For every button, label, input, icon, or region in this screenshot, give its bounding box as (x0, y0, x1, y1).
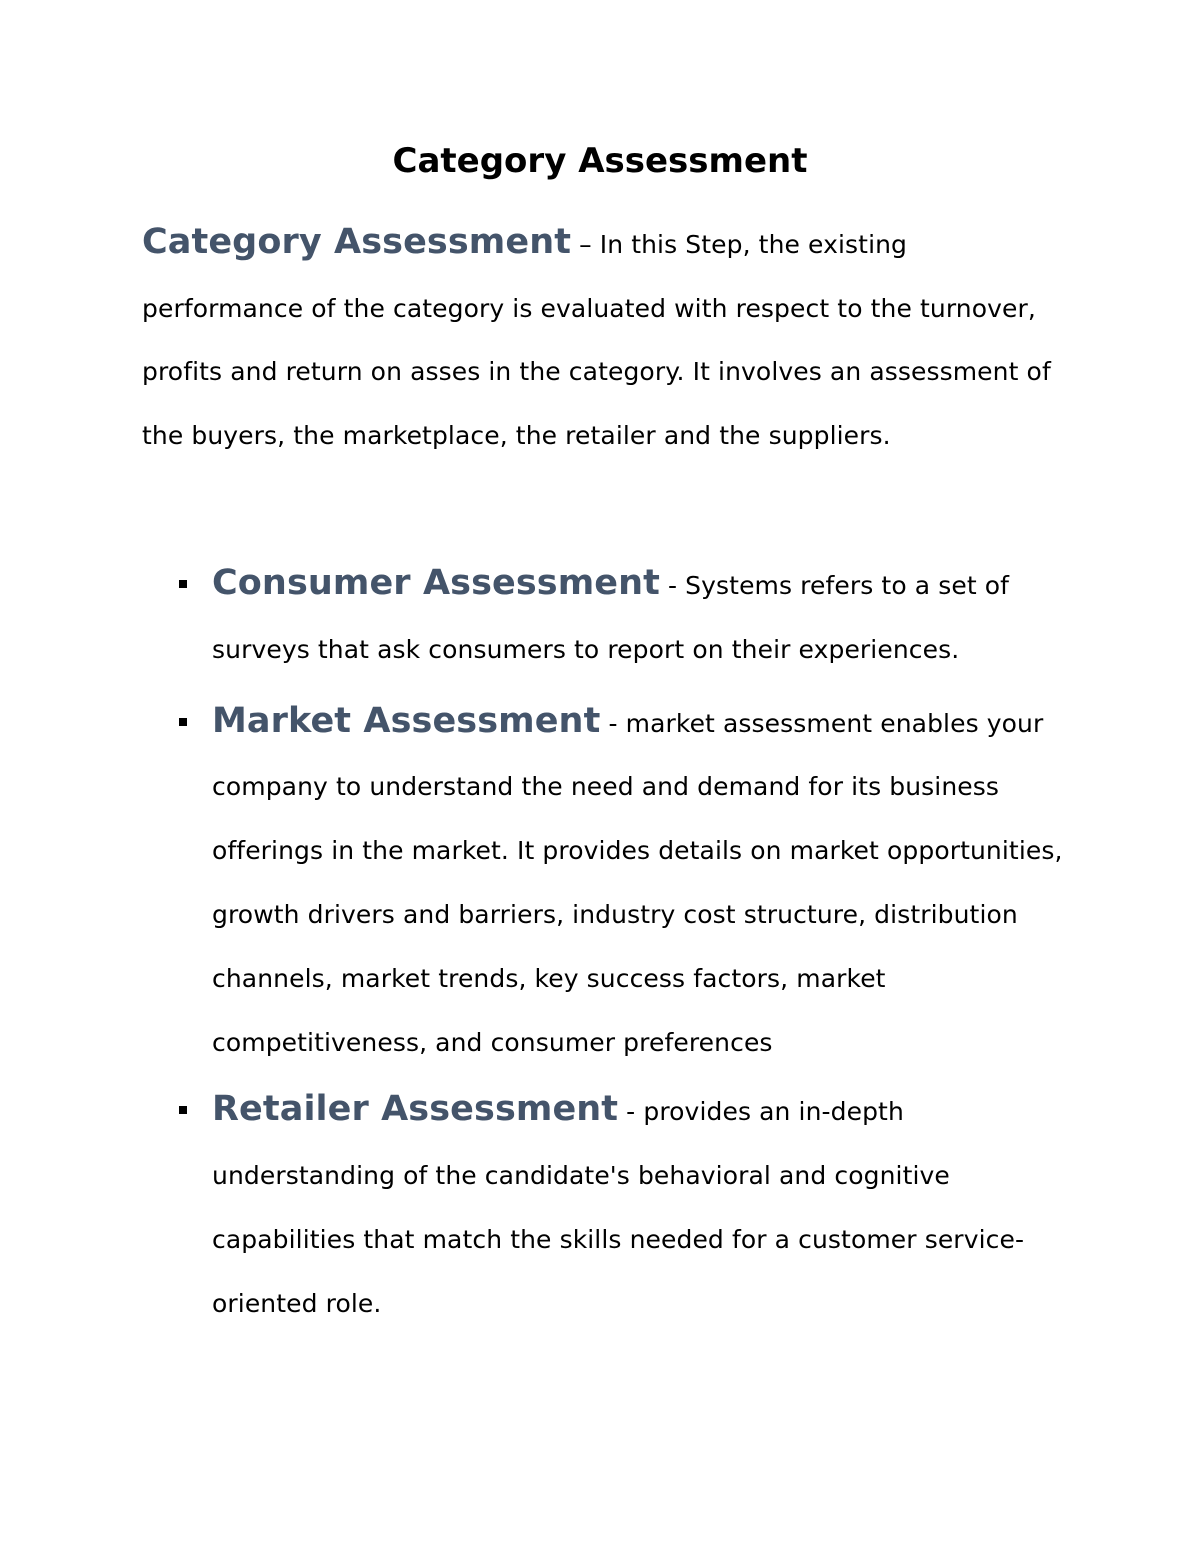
retailer-assessment-text: - provides an in-depth understanding of the candidate's behavioral and cognitive capabilities that match the skills needed for a customer service-oriented role. (212, 1097, 1025, 1318)
document-title: Category Assessment (392, 141, 808, 181)
list-item-market-assessment (142, 690, 1082, 1075)
intro-paragraph (142, 211, 1062, 467)
square-bullet-icon (179, 580, 187, 588)
assessment-list (142, 552, 1082, 1344)
market-assessment-heading: Market Assessment (212, 700, 601, 741)
list-item-retailer-assessment (142, 1078, 1082, 1335)
consumer-assessment-text: - Systems refers to a set of surveys that ask consumers to report on their experiences. (212, 571, 1010, 664)
list-item-consumer-assessment (142, 552, 1082, 682)
intro-text: – In this Step, the existing performance of the category is evaluated with respect to the turnover, profits and return on asses in the category. It involves an assessment of the buyers, the marketplace, the retailer and the suppliers. (142, 230, 1051, 450)
retailer-assessment-heading: Retailer Assessment (212, 1089, 619, 1130)
consumer-assessment-heading: Consumer Assessment (212, 563, 660, 603)
intro-heading: Category Assessment (142, 222, 572, 262)
market-assessment-text: - market assessment enables your company to understand the need and demand for its business offerings in the market. It provides details on market opportunities, growth drivers and barriers, industry cost structure, distribution channels, market trends, key success factors, market competitiveness, and consumer preferences (212, 708, 1063, 1057)
square-bullet-icon (179, 718, 187, 726)
square-bullet-icon (179, 1106, 187, 1114)
